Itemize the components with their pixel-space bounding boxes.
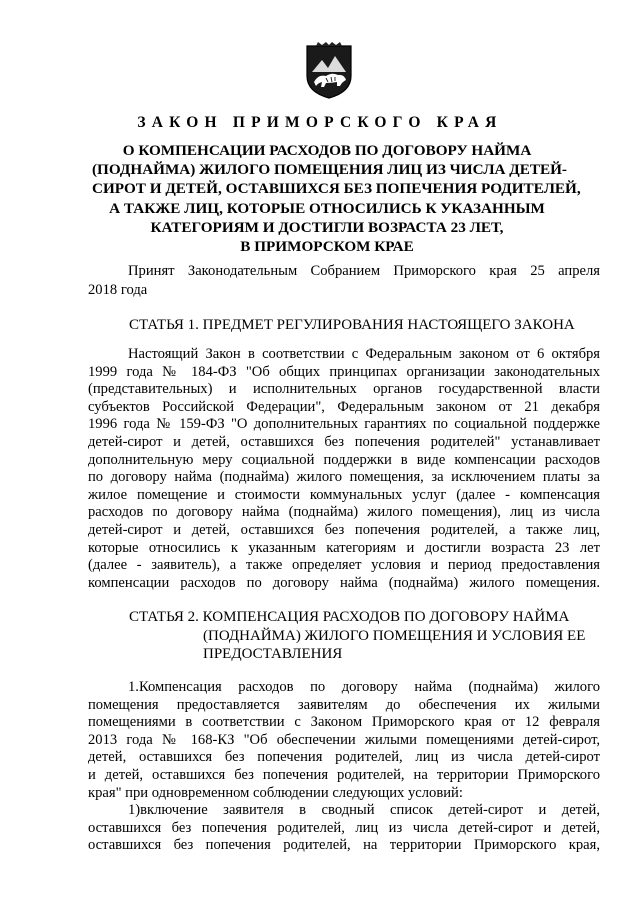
paragraph-line: дополнительную меру социальной поддержки в виде компенсации расходов [88, 451, 600, 468]
paragraph-line: которые относились к указанным категориям и достигли возраста 23 лет [88, 539, 600, 556]
subject-line: СИРОТ И ДЕТЕЙ, ОСТАВШИХСЯ БЕЗ ПОПЕЧЕНИЯ РОДИТЕЛЕЙ, [92, 180, 581, 198]
paragraph-line: компенсации расходов по договору найма (поднайма) жилого помещения. [88, 574, 600, 591]
paragraph-line: детей-сирот и детей, оставшихся без попечения родителей, а также лиц, [88, 521, 600, 538]
law-subject-title [92, 141, 581, 256]
paragraph-line: детей-сирот и детей, оставшихся без попечения родителей" устанавливает [88, 433, 600, 450]
paragraph-line: 1999 года № 184-ФЗ "Об общих принципах организации законодательных [88, 363, 600, 380]
subject-line: О КОМПЕНСАЦИИ РАСХОДОВ ПО ДОГОВОРУ НАЙМА [122, 142, 532, 159]
paragraph-line: 1996 года № 159-ФЗ "О дополнительных гарантиях по социальной поддержке [88, 416, 600, 433]
paragraph-line: края" при одновременном соблюдении следующих условий: [88, 784, 463, 801]
article-2-heading [129, 608, 585, 664]
coat-of-arms-icon [304, 42, 354, 100]
paragraph-line: и детей, оставшихся без попечения родителей, на территории Приморского [88, 766, 600, 783]
paragraph-line: 1)включение заявителя в сводный список детей-сирот и детей, [128, 802, 600, 819]
paragraph-line: 2013 года № 168-КЗ "Об обеспечении жилыми помещениями детей-сирот, [88, 731, 600, 748]
article-1-paragraph [88, 346, 600, 592]
heading-line: (ПОДНАЙМА) ЖИЛОГО ПОМЕЩЕНИЯ И УСЛОВИЯ ЕЕ [203, 627, 586, 644]
paragraph-line: помещениями в соответствии с Законом Приморского края от 12 февраля [88, 714, 600, 731]
article-2-paragraph [88, 679, 600, 855]
adoption-statement [88, 262, 600, 299]
paragraph-line: помещения предоставляется заявителям до обеспечения их жилыми [88, 696, 600, 713]
paragraph-line: (представительных) и исполнительных органов государственной власти [88, 381, 600, 398]
adoption-line: Принят Законодательным Собранием Приморского края 25 апреля [128, 263, 600, 279]
paragraph-line: оставшихся без попечения родителей, на территории Приморского края, [88, 837, 600, 854]
paragraph-line: субъектов Российской Федерации", Федеральным законом от 21 декабря [88, 398, 600, 415]
article-1-heading: СТАТЬЯ 1. ПРЕДМЕТ РЕГУЛИРОВАНИЯ НАСТОЯЩЕГО ЗАКОНА [129, 317, 575, 333]
heading-line: ПРЕДОСТАВЛЕНИЯ [203, 646, 343, 662]
adoption-line: 2018 года [88, 281, 148, 298]
paragraph-line: по договору найма (поднайма) жилого помещения, за исключением платы за [88, 469, 600, 486]
subject-line: В ПРИМОРСКОМ КРАЕ [240, 238, 414, 256]
paragraph-line: жилое помещение и стоимости коммунальных услуг (далее - компенсация [88, 486, 600, 503]
paragraph-line: оставшихся без попечения родителей, лиц из числа детей-сирот и детей, [88, 819, 600, 836]
law-title: ЗАКОН ПРИМОРСКОГО КРАЯ [137, 114, 503, 131]
subject-line: (ПОДНАЙМА) ЖИЛОГО ПОМЕЩЕНИЯ ЛИЦ ИЗ ЧИСЛА ДЕТЕЙ- [92, 161, 567, 179]
paragraph-line: детей, оставшихся без попечения родителей, лиц из числа детей-сирот [88, 749, 600, 766]
subject-line: А ТАКЖЕ ЛИЦ, КОТОРЫЕ ОТНОСИЛИСЬ К УКАЗАННЫМ [109, 199, 545, 217]
paragraph-line: расходов по договору найма (поднайма) жилого помещения), лиц из числа [88, 504, 600, 521]
heading-line: СТАТЬЯ 2. КОМПЕНСАЦИЯ РАСХОДОВ ПО ДОГОВОРУ НАЙМА [129, 609, 570, 625]
subject-line: КАТЕГОРИЯМ И ДОСТИГЛИ ВОЗРАСТА 23 ЛЕТ, [150, 218, 504, 236]
paragraph-line: (далее - заявитель), а также определяет условия и период предоставления [88, 557, 600, 574]
paragraph-line: Настоящий Закон в соответствии с Федеральным законом от 6 октября [128, 346, 600, 362]
paragraph-line: 1.Компенсация расходов по договору найма (поднайма) жилого [128, 679, 600, 695]
